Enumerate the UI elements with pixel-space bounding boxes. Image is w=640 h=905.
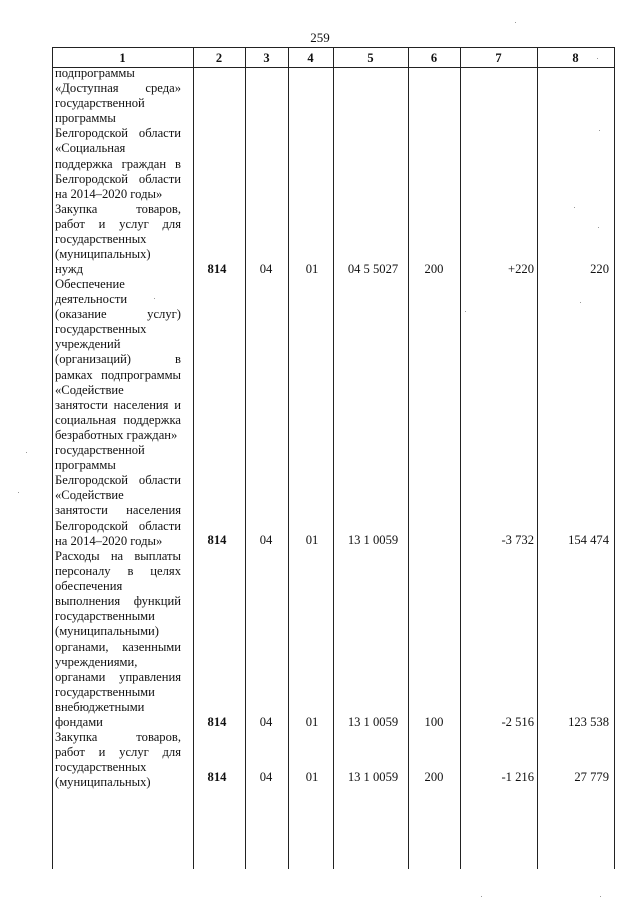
- header-col-8: 8: [572, 51, 579, 65]
- row-description: Расходы на выплаты персоналу в целях обеспечения выполнения функций государственными (муниципальными) органами, казенными учреждениями, органами управления государственными внебюджетными фондами: [55, 549, 181, 730]
- cell-col-3: 04: [259, 715, 273, 729]
- cell-col-6: 200: [424, 262, 444, 276]
- header-col-5: 5: [367, 51, 374, 65]
- cell-col-5: 13 1 0059: [347, 770, 399, 784]
- cell-col-7: +220: [508, 262, 534, 276]
- row-description: Обеспечение деятельности (оказание услуг) государственных учреждений (организаций) в рамках подпрограммы «Содействие занятости населения и социальная поддержка безработных граждан» государственной программы Белгородской области «Содействие занятости населения Белгородской области на 2014–2020 годы»: [55, 277, 181, 548]
- cell-col-5: 13 1 0059: [347, 715, 399, 729]
- cell-col-2: 814: [207, 770, 227, 784]
- cell-col-6: 100: [424, 715, 444, 729]
- cell-col-2: 814: [207, 715, 227, 729]
- column-border: [288, 47, 289, 869]
- column-border: [460, 47, 461, 869]
- cell-col-3: 04: [259, 533, 273, 547]
- column-border: [408, 47, 409, 869]
- cell-col-3: 04: [259, 262, 273, 276]
- cell-col-8: 154 474: [568, 533, 609, 547]
- header-col-7: 7: [495, 51, 502, 65]
- cell-col-4: 01: [305, 262, 319, 276]
- header-col-6: 6: [430, 51, 438, 65]
- cell-col-4: 01: [305, 715, 319, 729]
- column-border: [333, 47, 334, 869]
- cell-col-7: -2 516: [501, 715, 534, 729]
- column-border: [193, 47, 194, 869]
- row-description: Закупка товаров, работ и услуг для государственных (муниципальных) нужд: [55, 202, 181, 277]
- page-number: 259: [310, 30, 330, 45]
- cell-col-8: 27 779: [574, 770, 609, 784]
- column-border: [614, 47, 615, 869]
- cell-col-6: 200: [424, 770, 444, 784]
- cell-col-7: -1 216: [501, 770, 534, 784]
- column-border: [52, 47, 53, 869]
- cell-col-4: 01: [305, 770, 319, 784]
- cell-col-7: -3 732: [501, 533, 534, 547]
- cell-col-5: 04 5 5027: [347, 262, 399, 276]
- header-col-1: 1: [119, 51, 126, 65]
- column-border: [537, 47, 538, 869]
- header-col-3: 3: [263, 51, 270, 65]
- header-col-2: 2: [215, 51, 223, 65]
- cell-col-2: 814: [207, 533, 227, 547]
- row-description: подпрограммы «Доступная среда» государственной программы Белгородской области «Социальная поддержка граждан в Белгородской области на 2014–2020 годы»: [55, 66, 181, 201]
- cell-col-4: 01: [305, 533, 319, 547]
- row-description: Закупка товаров, работ и услуг для государственных (муниципальных): [55, 730, 181, 790]
- header-col-4: 4: [307, 51, 314, 65]
- cell-col-3: 04: [259, 770, 273, 784]
- column-border: [245, 47, 246, 869]
- cell-col-5: 13 1 0059: [347, 533, 399, 547]
- cell-col-8: 220: [590, 262, 609, 276]
- cell-col-2: 814: [207, 262, 227, 276]
- cell-col-8: 123 538: [568, 715, 609, 729]
- header-top-rule: [52, 47, 615, 48]
